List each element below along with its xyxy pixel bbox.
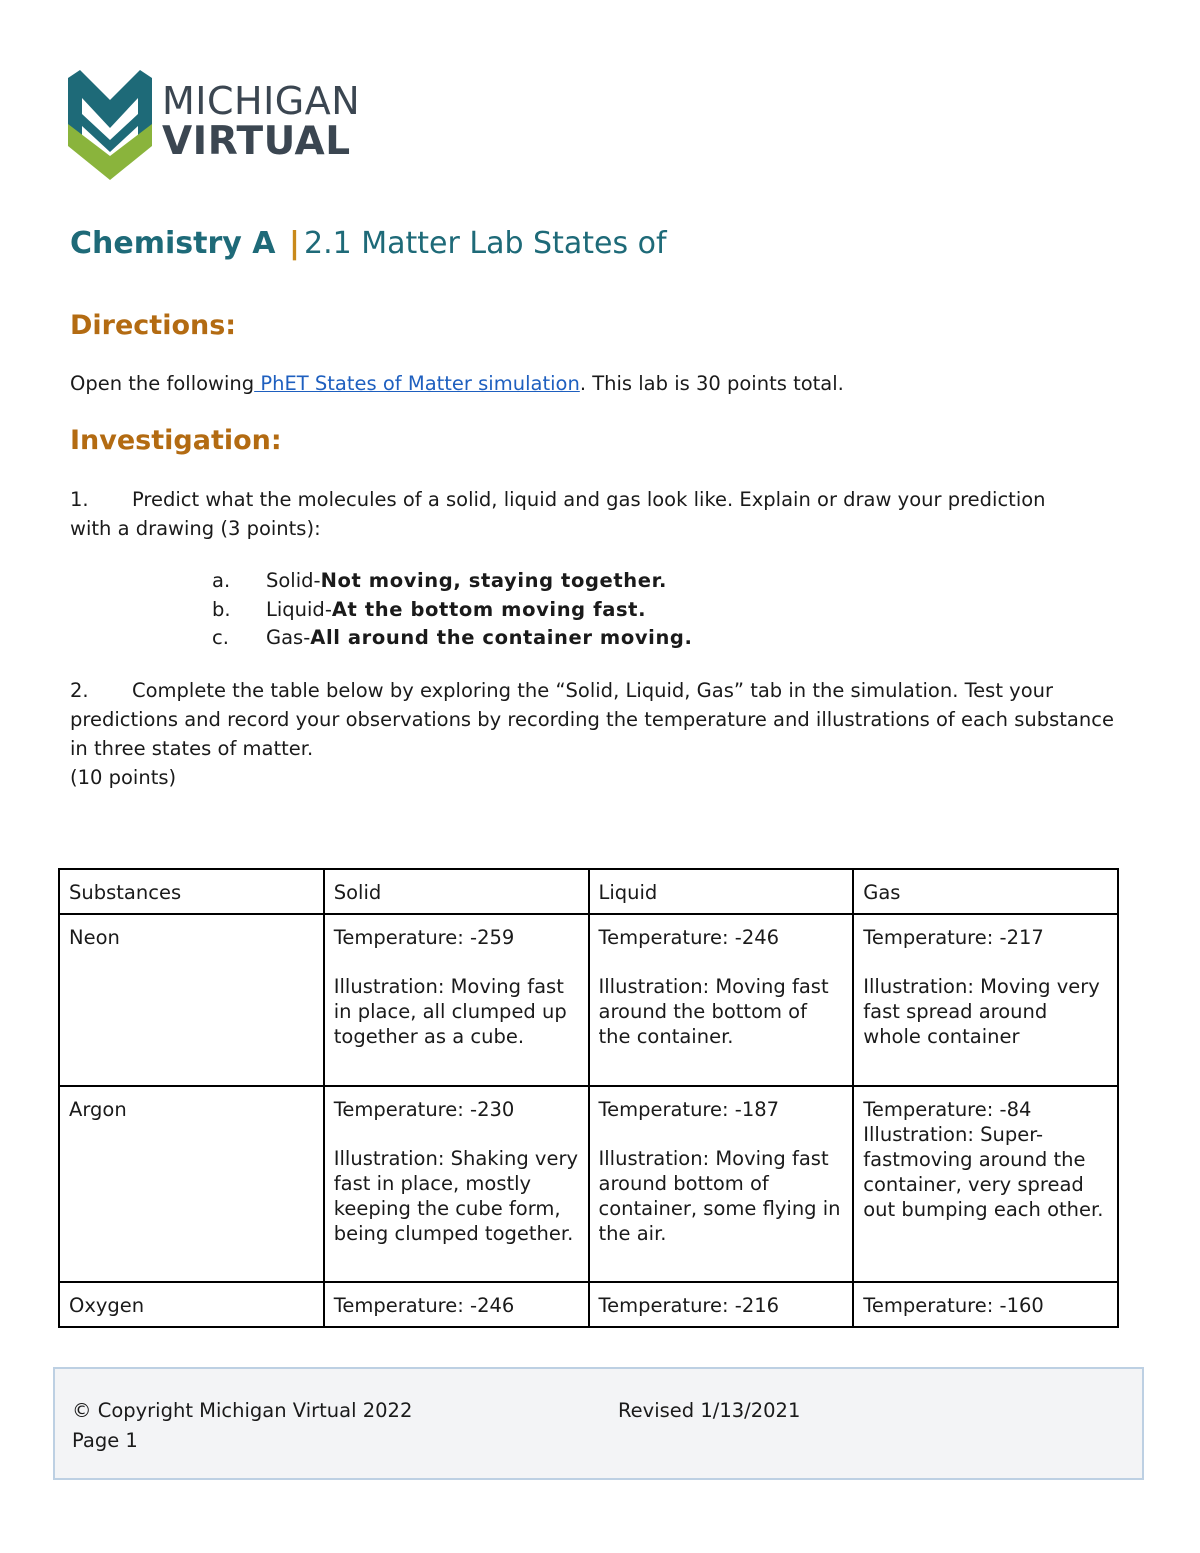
answer-solid	[212, 566, 667, 595]
logo-mark-icon	[68, 70, 152, 182]
illustration-text: Illustration: Shaking very fast in place, mostly keeping the cube form, being clumped together.	[333, 1147, 579, 1245]
lesson-name: 2.1 Matter Lab States of	[304, 226, 667, 261]
answer-text: All around the container moving.	[310, 626, 693, 649]
temperature-value: Temperature: -246	[324, 1282, 589, 1327]
substance-cell: Argon	[59, 1086, 324, 1282]
substance-cell: Oxygen	[59, 1282, 324, 1327]
table-header-cell: Substances	[59, 869, 324, 914]
temperature-value: Temperature: -216	[589, 1282, 854, 1327]
phet-simulation-link[interactable]: PhET States of Matter simulation	[254, 372, 580, 395]
question-2-number: 2.	[70, 679, 89, 702]
answer-gas	[212, 623, 693, 652]
logo-line-michigan: MICHIGAN	[162, 79, 361, 123]
states-of-matter-table	[58, 868, 1119, 1328]
illustration-text: Illustration: Moving fast around bottom of container, some flying in the air.	[598, 1147, 841, 1245]
illustration-text: Illustration: Super-fastmoving around the container, very spread out bumping each other.	[863, 1123, 1104, 1221]
answer-letter: b.	[212, 598, 231, 621]
temperature-value: Temperature: -160	[853, 1282, 1118, 1327]
page-number: Page 1	[72, 1429, 138, 1452]
answer-label: Liquid-	[266, 598, 332, 621]
answer-liquid	[212, 595, 646, 624]
temperature-value: Temperature: -84	[863, 1098, 1032, 1121]
answer-text: At the bottom moving fast.	[331, 598, 647, 621]
table-header-cell: Gas	[853, 869, 1118, 914]
substance-cell: Neon	[59, 914, 324, 1086]
question-2-points: (10 points)	[70, 766, 177, 789]
copyright-text: © Copyright Michigan Virtual 2022	[72, 1399, 413, 1422]
table-cell	[853, 1086, 1118, 1282]
temperature-value: Temperature: -230	[333, 1098, 515, 1121]
temperature-value: Temperature: -187	[598, 1098, 780, 1121]
table-cell	[324, 1086, 589, 1282]
temperature-value: Temperature: -217	[863, 926, 1044, 949]
answer-label: Solid-	[266, 569, 321, 592]
table-cell	[589, 914, 854, 1086]
temperature-value: Temperature: -259	[333, 926, 515, 949]
directions-heading: Directions:	[70, 310, 237, 341]
question-1	[70, 485, 1070, 543]
title-separator: |	[289, 226, 300, 261]
logo-line-virtual: VIRTUAL	[162, 119, 351, 164]
table-cell	[589, 1086, 854, 1282]
question-2-text: Complete the table below by exploring the “Solid, Liquid, Gas” tab in the simulation. Test your predictions and record your observations by recording the temperature and illustrations of each substance in three states of matter.	[70, 679, 1114, 760]
answer-text: Not moving, staying together.	[320, 569, 668, 592]
directions-text-after: . This lab is 30 points total.	[579, 372, 844, 395]
table-row	[59, 1282, 1118, 1327]
answer-label: Gas-	[266, 626, 311, 649]
illustration-text: Illustration: Moving fast around the bottom of the container.	[598, 975, 829, 1048]
question-1-text: Predict what the molecules of a solid, liquid and gas look like. Explain or draw your prediction with a drawing (3 points):	[70, 488, 1046, 540]
illustration-text: Illustration: Moving fast in place, all clumped up together as a cube.	[333, 975, 567, 1048]
table-row	[59, 914, 1118, 1086]
directions-text-before: Open the following	[70, 372, 255, 395]
temperature-value: Temperature: -246	[598, 926, 780, 949]
michigan-virtual-logo	[68, 70, 368, 182]
illustration-text: Illustration: Moving very fast spread around whole container	[863, 975, 1100, 1048]
table-cell	[853, 914, 1118, 1086]
page-title	[70, 226, 667, 261]
table-header-row	[59, 869, 1118, 914]
table-row	[59, 1086, 1118, 1282]
question-2	[70, 676, 1120, 792]
question-1-number: 1.	[70, 488, 89, 511]
answer-letter: a.	[212, 569, 231, 592]
directions-text	[70, 369, 844, 398]
table-cell	[324, 914, 589, 1086]
table-header-cell: Solid	[324, 869, 589, 914]
answer-letter: c.	[212, 626, 229, 649]
page-footer	[53, 1367, 1144, 1480]
table-header-cell: Liquid	[589, 869, 854, 914]
investigation-heading: Investigation:	[70, 425, 282, 456]
course-name: Chemistry A	[70, 226, 276, 261]
revised-date: Revised 1/13/2021	[618, 1399, 801, 1422]
